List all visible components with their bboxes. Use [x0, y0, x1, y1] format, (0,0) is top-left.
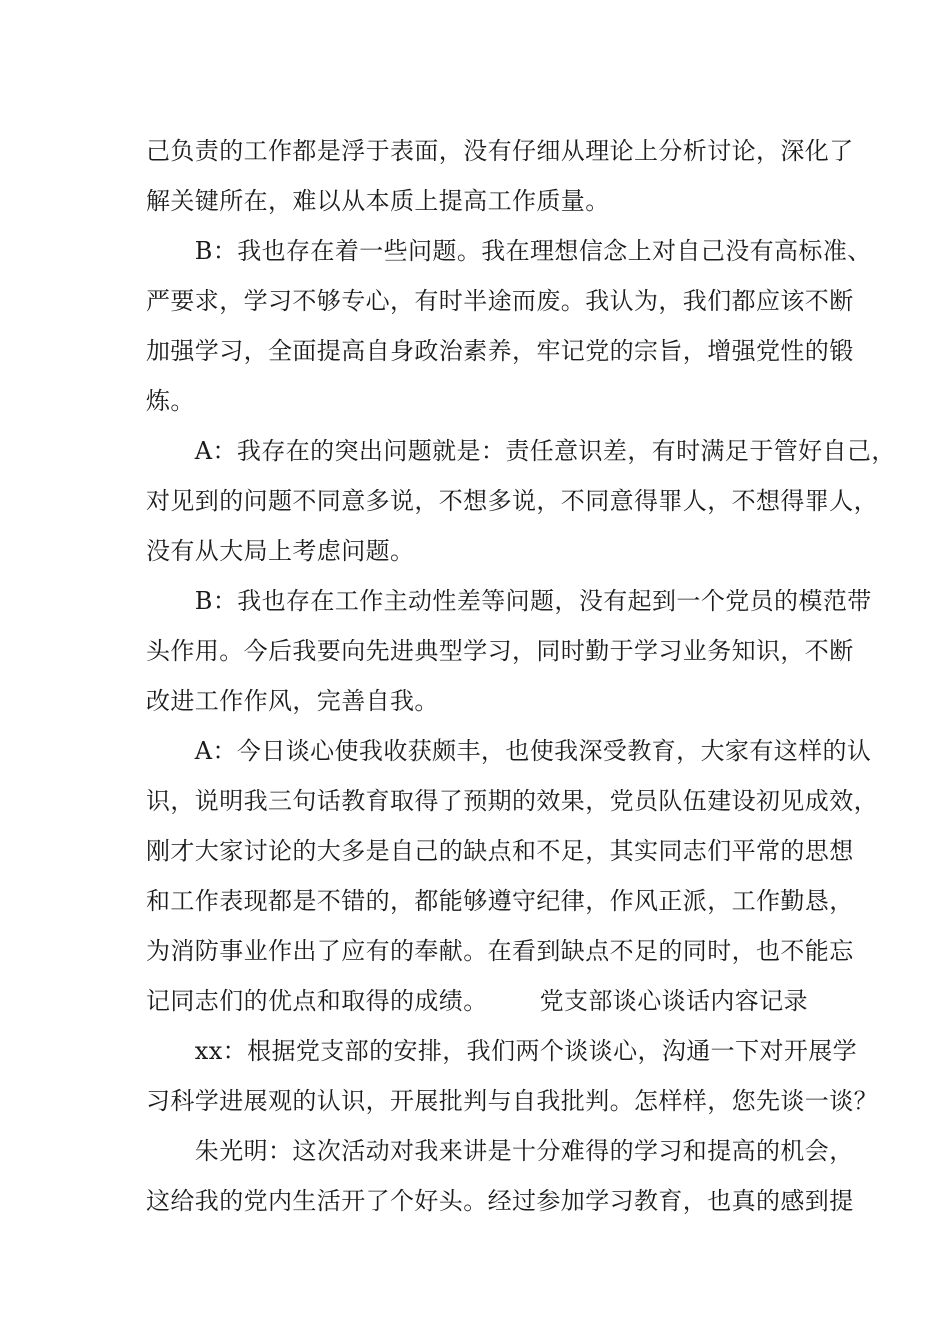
text-line-9: 没有从大局上考虑问题。 [146, 537, 415, 565]
text-line-8: 对见到的问题不同意多说，不想多说，不同意得罪人，不想得罪人， [146, 487, 878, 515]
text-line-19: xx：根据党支部的安排，我们两个谈谈心，沟通一下对开展学 [146, 1037, 858, 1065]
text-line-5: 加强学习，全面提高自身政治素养，牢记党的宗旨，增强党性的锻 [146, 337, 854, 365]
text-line-11: 头作用。今后我要向先进典型学习，同时勤于学习业务知识，不断 [146, 637, 854, 665]
text-line-21: 朱光明：这次活动对我来讲是十分难得的学习和提高的机会， [146, 1137, 854, 1165]
text-line-17: 为消防事业作出了应有的奉献。在看到缺点不足的同时，也不能忘 [146, 937, 854, 965]
text-line-14: 识，说明我三句话教育取得了预期的效果，党员队伍建设初见成效， [146, 787, 878, 815]
text-line-4: 严要求，学习不够专心，有时半途而废。我认为，我们都应该不断 [146, 287, 854, 315]
text-line-7: A：我存在的突出问题就是：责任意识差，有时满足于管好自己， [146, 437, 896, 465]
text-line-16: 和工作表现都是不错的，都能够遵守纪律，作风正派，工作勤恳， [146, 887, 854, 915]
text-line-10: B：我也存在工作主动性差等问题，没有起到一个党员的模范带 [146, 587, 872, 615]
text-line-13: A：今日谈心使我收获颇丰，也使我深受教育，大家有这样的认 [146, 737, 872, 765]
text-line-2: 解关键所在，难以从本质上提高工作质量。 [146, 187, 610, 215]
text-line-22: 这给我的党内生活开了个好头。经过参加学习教育，也真的感到提 [146, 1187, 854, 1215]
text-line-3: B：我也存在着一些问题。我在理想信念上对自己没有高标准、 [146, 237, 872, 265]
text-line-18-body: 记同志们的优点和取得的成绩。 [146, 987, 488, 1015]
text-line-20: 习科学进展观的认识，开展批判与自我批判。怎样样，您先谈一谈？ [146, 1087, 878, 1115]
text-line-6: 炼。 [146, 387, 195, 415]
text-line-1: 己负责的工作都是浮于表面，没有仔细从理论上分析讨论，深化了 [146, 137, 854, 165]
text-line-15: 刚才大家讨论的大多是自己的缺点和不足，其实同志们平常的思想 [146, 837, 854, 865]
text-line-12: 改进工作作风，完善自我。 [146, 687, 439, 715]
text-line-18 [146, 986, 826, 1016]
section-heading: 党支部谈心谈话内容记录 [539, 987, 809, 1015]
